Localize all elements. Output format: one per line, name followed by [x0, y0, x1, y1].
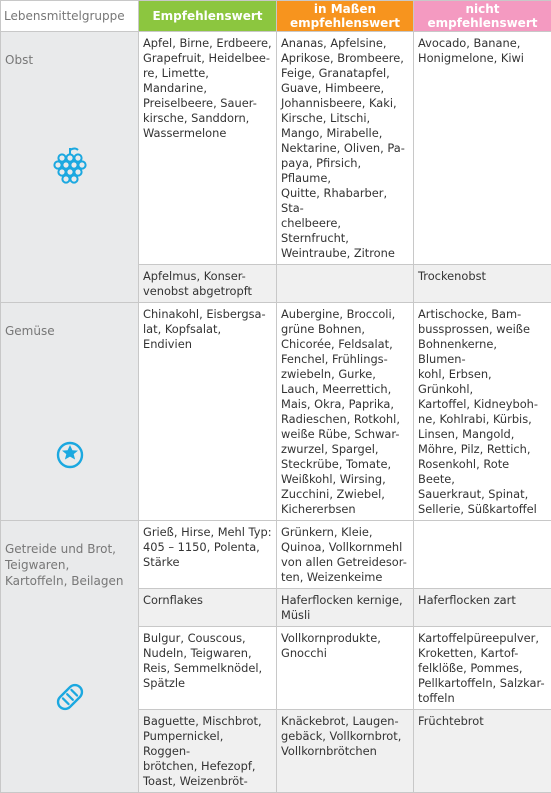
cell-moderate: Haferflocken kernige, Müsli	[277, 589, 414, 627]
group-gemuese	[1, 303, 139, 521]
bread-icon	[53, 680, 87, 714]
header-moderate: in Maßen empfehlenswert	[277, 1, 414, 32]
cell-recommended: Apfel, Birne, Erdbeere, Grapefruit, Heidelbee- re, Limette, Mandarine, Preiselbeere, Sauer- kirsche, Sanddorn, Wassermelone	[139, 32, 277, 265]
cell-not-recommended: Trockenobst	[414, 265, 551, 303]
cell-moderate: Knäckebrot, Laugen- gebäck, Vollkornbrot, Vollkornbrötchen	[277, 710, 414, 793]
cell-moderate: Aubergine, Broccoli, grüne Bohnen, Chicorée, Feldsalat, Fenchel, Frühlings- zwiebeln, Gurke, Lauch, Meerrettich, Mais, Okra, Paprika, Radieschen, Rotkohl, weiße Rübe, Schwar- zwurzel, Spargel, Steckrübe, Tomate, Weißkohl, Wirsing, Zucchini, Zwiebel, Kichererbsen	[277, 303, 414, 521]
cell-not-recommended: Früchtebrot	[414, 710, 551, 793]
group-getreide	[1, 521, 139, 793]
group-name: Obst	[5, 52, 134, 68]
cell-recommended: Bulgur, Couscous, Nudeln, Teigwaren, Reis, Semmelknödel, Spätzle	[139, 627, 277, 710]
cell-recommended: Baguette, Mischbrot, Pumpernickel, Roggen- brötchen, Hefezopf, Toast, Weizenbröt-	[139, 710, 277, 793]
grapes-icon	[53, 146, 87, 186]
cell-recommended: Chinakohl, Eisbergsa- lat, Kopfsalat, Endivien	[139, 303, 277, 521]
header-food-group: Lebensmittelgruppe	[1, 1, 139, 32]
group-obst	[1, 32, 139, 303]
table-row	[1, 303, 551, 521]
tomato-icon	[55, 439, 85, 469]
cell-moderate: Vollkornprodukte, Gnocchi	[277, 627, 414, 710]
table-row	[1, 521, 551, 589]
cell-not-recommended	[414, 521, 551, 589]
cell-moderate	[277, 265, 414, 303]
header-not-recommended: nicht empfehlenswert	[414, 1, 551, 32]
cell-not-recommended: Artischocke, Bam- bussprossen, weiße Bohnenkerne, Blumen- kohl, Erbsen, Grünkohl, Kartoffel, Kidneyboh- ne, Kohlrabi, Kürbis, Linsen, Mangold, Möhre, Pilz, Rettich, Rosenkohl, Rote Beete, Sauerkraut, Spinat, Sellerie, Süßkartoffel	[414, 303, 551, 521]
cell-moderate: Grünkern, Kleie, Quinoa, Vollkornmehl von allen Getreidesor- ten, Weizenkeime	[277, 521, 414, 589]
group-name: Gemüse	[5, 323, 134, 339]
cell-recommended: Grieß, Hirse, Mehl Typ: 405 – 1150, Polenta, Stärke	[139, 521, 277, 589]
header-row	[1, 1, 551, 32]
cell-not-recommended: Haferflocken zart	[414, 589, 551, 627]
cell-recommended: Apfelmus, Konser- venobst abgetropft	[139, 265, 277, 303]
cell-moderate: Ananas, Apfelsine, Aprikose, Brombeere, Feige, Granatapfel, Guave, Himbeere, Johannisbeere, Kaki, Kirsche, Litschi, Mango, Mirabelle, Nektarine, Oliven, Pa- paya, Pfirsich, Pflaume, Quitte, Rhabarber, Sta- chelbeere, Sternfrucht, Weintraube, Zitrone	[277, 32, 414, 265]
cell-recommended: Cornflakes	[139, 589, 277, 627]
header-recommended: Empfehlenswert	[139, 1, 277, 32]
table-row	[1, 32, 551, 265]
group-name: Getreide und Brot, Teigwaren, Kartoffeln, Beilagen	[5, 541, 134, 589]
cell-not-recommended: Avocado, Banane, Honigmelone, Kiwi	[414, 32, 551, 265]
cell-not-recommended: Kartoffelpüreepulver, Kroketten, Kartof- felklöße, Pommes, Pellkartoffeln, Salzkar- toffeln	[414, 627, 551, 710]
